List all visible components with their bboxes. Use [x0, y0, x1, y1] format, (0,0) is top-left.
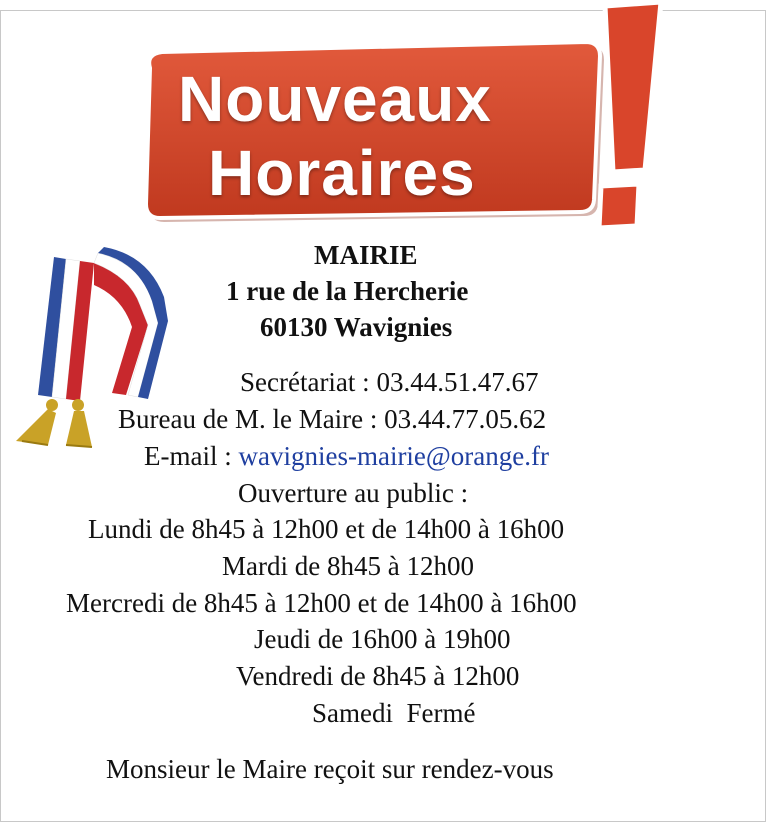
- bureau-line: [118, 404, 546, 435]
- exclamation-mark-icon: [575, 0, 670, 240]
- hours-friday: Vendredi de 8h45 à 12h00: [236, 661, 520, 691]
- email-line: [144, 441, 549, 472]
- bureau-label: Bureau de M. le Maire :: [118, 404, 385, 434]
- hours-tuesday: Mardi de 8h45 à 12h00: [222, 551, 474, 581]
- bureau-phone: 03.44.77.05.62: [384, 404, 547, 434]
- secretariat-phone: 03.44.51.47.67: [376, 367, 539, 397]
- secretariat-line: [240, 367, 538, 398]
- hours-saturday: Samedi Fermé: [312, 698, 476, 728]
- address-name: MAIRIE: [314, 240, 418, 270]
- address-city: 60130 Wavignies: [260, 312, 453, 342]
- banner-title-line1: Nouveaux: [178, 63, 492, 135]
- hours-monday: Lundi de 8h45 à 12h00 et de 14h00 à 16h00: [88, 514, 565, 544]
- email-label: E-mail :: [144, 441, 239, 471]
- banner-title-line2: Horaires: [208, 137, 476, 209]
- footer-note: Monsieur le Maire reçoit sur rendez-vous: [106, 754, 554, 784]
- email-link[interactable]: wavignies-mairie@orange.fr: [238, 441, 549, 471]
- hours-title: Ouverture au public :: [238, 478, 469, 508]
- address-street: 1 rue de la Hercherie: [226, 276, 469, 306]
- hours-wednesday: Mercredi de 8h45 à 12h00 et de 14h00 à 16h00: [66, 588, 577, 618]
- banner: [138, 40, 608, 222]
- secretariat-label: Secrétariat :: [240, 367, 377, 397]
- hours-thursday: Jeudi de 16h00 à 19h00: [254, 624, 511, 654]
